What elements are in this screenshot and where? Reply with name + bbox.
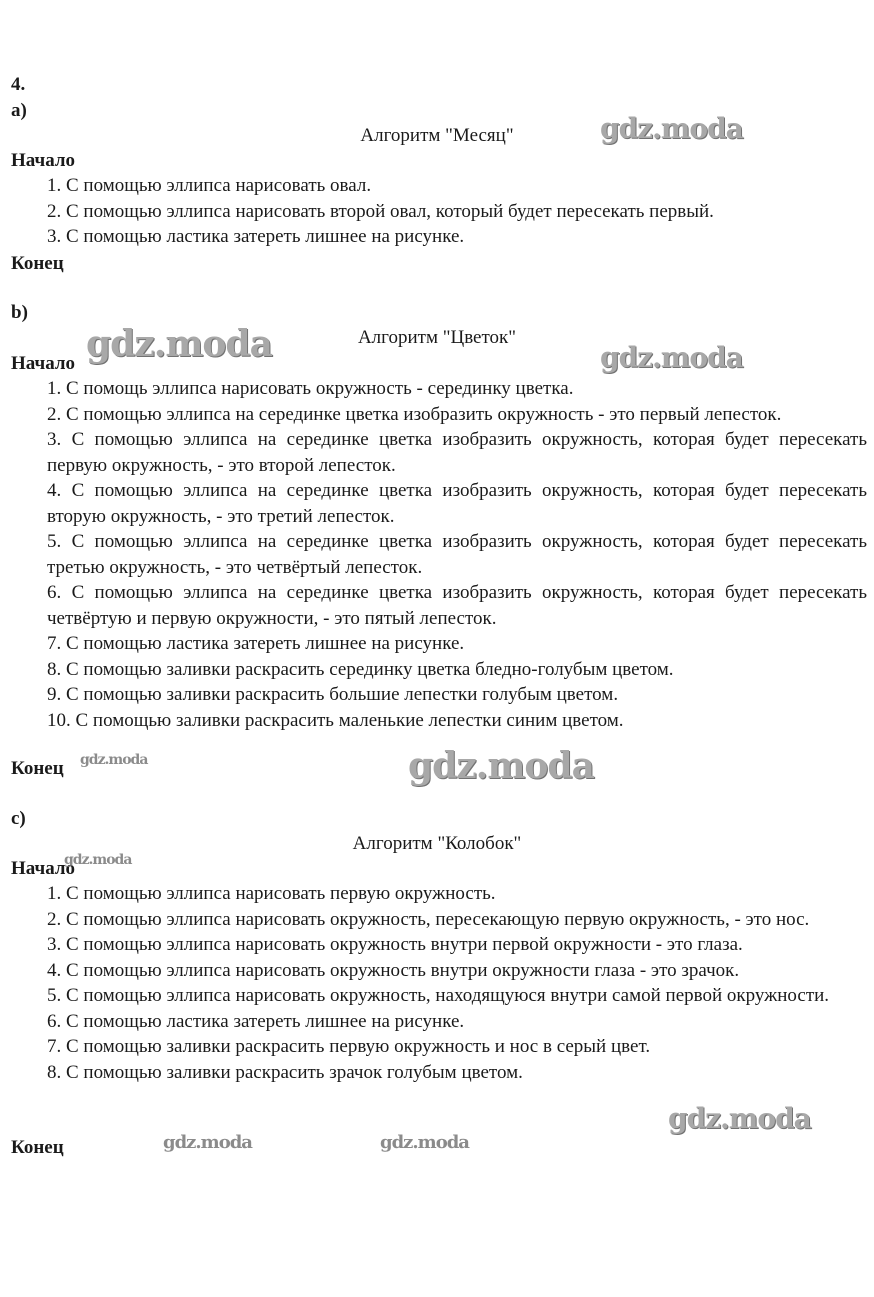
section-c-steps — [47, 881, 867, 1085]
section-b-step: 9. С помощью заливки раскрасить большие лепестки голубым цветом. — [47, 684, 619, 705]
section-c-title: Алгоритм "Колобок" — [352, 833, 522, 854]
section-a-step: 1. С помощью эллипса нарисовать овал. — [47, 175, 372, 196]
section-c-step: 7. С помощью заливки раскрасить первую окружность и нос в серый цвет. — [47, 1036, 651, 1057]
section-a-letter: a) — [11, 100, 27, 121]
section-b-title: Алгоритм "Цветок" — [357, 327, 517, 348]
section-c-letter: c) — [11, 808, 26, 829]
section-a-steps — [47, 173, 867, 250]
watermark-logo: gdz.moda — [64, 852, 132, 868]
section-c-end: Конец — [11, 1137, 64, 1158]
watermark-logo: gdz.moda — [408, 745, 594, 787]
section-b-step: 5. С помощью эллипса на серединке цветка изобразить окружность, которая будет пересекать третью окружность, - это четвёртый лепесток. — [47, 531, 867, 578]
section-c-step: 6. С помощью ластика затереть лишнее на рисунке. — [47, 1010, 465, 1032]
watermark-logo: gdz.moda — [80, 752, 148, 768]
section-c-step: 3. С помощью эллипса нарисовать окружность внутри первой окружности - это глаза. — [47, 934, 743, 955]
section-b-steps — [47, 376, 867, 733]
watermark-logo: gdz.moda — [86, 323, 272, 365]
section-c-start: Начало — [11, 858, 76, 879]
section-b-step: 1. С помощь эллипса нарисовать окружность - серединку цветка. — [47, 378, 574, 399]
section-b-step: 4. С помощью эллипса на серединке цветка изобразить окружность, которая будет пересекать вторую окружность, - это третий лепесток. — [47, 480, 867, 527]
watermark-logo: gdz.moda — [668, 1102, 811, 1135]
section-a-step: 3. С помощью ластика затереть лишнее на рисунке. — [47, 226, 465, 247]
section-b-end: Конец — [11, 758, 64, 779]
section-b-step: 10. С помощью заливки раскрасить маленькие лепестки синим цветом. — [47, 709, 624, 731]
task-number: 4. — [11, 74, 26, 95]
section-c-step: 2. С помощью эллипса нарисовать окружность, пересекающую первую окружность, - это нос. — [47, 908, 810, 930]
section-a-end: Конец — [11, 253, 64, 274]
section-c-step: 4. С помощью эллипса нарисовать окружность внутри окружности глаза - это зрачок. — [47, 959, 740, 981]
watermark-logo: gdz.moda — [380, 1132, 469, 1153]
section-b-step: 6. С помощью эллипса на серединке цветка изобразить окружность, которая будет пересекать четвёртую и первую окружности, - это пятый лепесток. — [47, 582, 867, 629]
watermark-logo: gdz.moda — [163, 1132, 252, 1153]
section-a-step: 2. С помощью эллипса нарисовать второй овал, который будет пересекать первый. — [47, 200, 714, 222]
section-c-step: 5. С помощью эллипса нарисовать окружность, находящуюся внутри самой первой окружности. — [47, 985, 830, 1006]
section-c-step: 8. С помощью заливки раскрасить зрачок голубым цветом. — [47, 1061, 523, 1083]
section-b-step: 8. С помощью заливки раскрасить серединку цветка бледно-голубым цветом. — [47, 658, 674, 680]
section-b-start: Начало — [11, 353, 76, 374]
section-b-step: 2. С помощью эллипса на серединке цветка изобразить окружность - это первый лепесток. — [47, 403, 782, 425]
watermark-logo: gdz.moda — [600, 112, 743, 145]
section-b-letter: b) — [11, 302, 28, 323]
section-b-step: 7. С помощью ластика затереть лишнее на рисунке. — [47, 633, 465, 654]
section-a-start: Начало — [11, 150, 76, 171]
watermark-logo: gdz.moda — [600, 341, 743, 374]
section-a-title: Алгоритм "Месяц" — [360, 125, 514, 146]
section-b-step: 3. С помощью эллипса на серединке цветка изобразить окружность, которая будет пересекать первую окружность, - это второй лепесток. — [47, 429, 867, 476]
section-c-step: 1. С помощью эллипса нарисовать первую окружность. — [47, 883, 496, 904]
